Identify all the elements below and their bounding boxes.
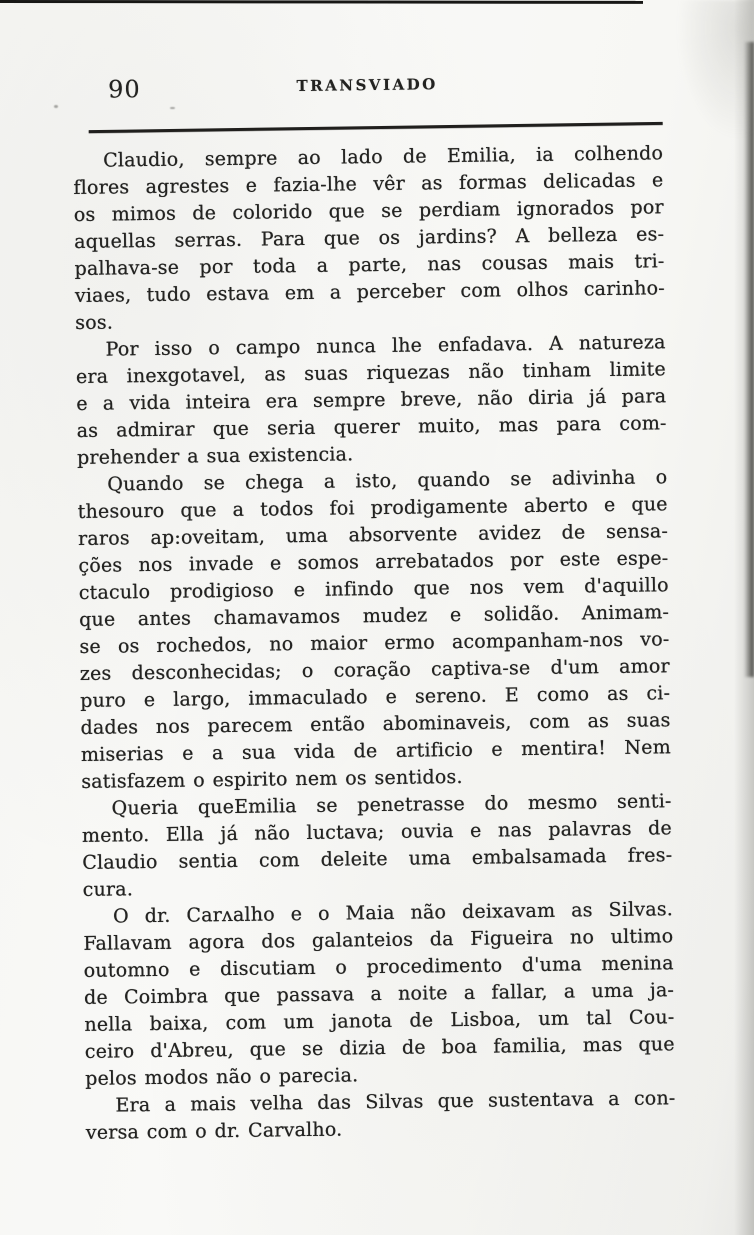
text-line: miserias e a sua vida de artificio e mentira! Nem bbox=[80, 735, 671, 766]
text-line: dades nos parecem então abominaveis, com as suas bbox=[80, 708, 671, 739]
header-rule bbox=[89, 122, 663, 133]
text-line: outomno e discutiam o procedimento d'uma menina bbox=[83, 951, 674, 982]
text-line: Queria queEmilia se penetrasse do mesmo senti- bbox=[111, 789, 672, 820]
text-line: Fallavam agora dos galanteios da Figueira no ultimo bbox=[83, 924, 674, 955]
page-number: 90 bbox=[107, 75, 141, 104]
text-line: Era a mais velha das Silvas que sustentava a con- bbox=[115, 1086, 676, 1117]
page-header bbox=[72, 68, 662, 106]
paragraph bbox=[73, 140, 665, 337]
page-content bbox=[72, 68, 676, 1146]
scan-corner-mottle bbox=[676, 0, 754, 140]
text-line: viaes, tudo estava em a perceber com olhos carinho- bbox=[74, 276, 665, 307]
text-line: cura. bbox=[82, 877, 134, 901]
scan-speck bbox=[54, 105, 58, 108]
running-title: TRANSVIADO bbox=[296, 75, 438, 96]
text-line: satisfazem o espirito nem os sentidos. bbox=[81, 765, 463, 793]
text-line: prehender a sua existencia. bbox=[76, 442, 354, 469]
paragraph bbox=[81, 788, 672, 904]
text-block bbox=[73, 140, 676, 1147]
text-line: e a vida inteira era sempre breve, não diria já para bbox=[76, 384, 667, 415]
text-line: Por isso o campo nunca lhe enfadava. A natureza bbox=[105, 330, 666, 361]
text-line: O dr. Carʌalho e o Maia não deixavam as Silvas. bbox=[112, 897, 674, 928]
text-line: mento. Ella já não luctava; ouvia e nas palavras de bbox=[81, 816, 673, 847]
text-line: ceiro d'Abreu, que se dizia de boa familia, mas que bbox=[84, 1032, 675, 1063]
paragraph bbox=[83, 896, 675, 1093]
text-line: Claudio, sempre ao lado de Emilia, ia colhendo bbox=[102, 141, 664, 172]
text-line: nella baixa, com um janota de Lisboa, um tal Cou- bbox=[84, 1005, 675, 1036]
text-line: versa com o dr. Carvalho. bbox=[85, 1118, 343, 1144]
paragraph bbox=[77, 464, 671, 796]
text-line: os mimos de colorido que se perdiam ignorados por bbox=[73, 195, 664, 226]
text-line: pelos modos não o parecia. bbox=[84, 1063, 359, 1090]
text-line: puro e largo, immaculado e sereno. E como as ci- bbox=[80, 681, 671, 712]
text-line: raros ap:oveitam, uma absorvente avidez de sensa- bbox=[77, 519, 669, 550]
text-line: thesouro que a todos foi prodigamente aberto e que bbox=[77, 492, 668, 523]
text-line: que antes chamavamos mudez e solidão. Animam- bbox=[78, 600, 670, 631]
text-line: ções nos invade e somos arrebatados por este espe- bbox=[78, 546, 669, 577]
text-line: as admirar que seria querer muito, mas para com- bbox=[76, 411, 667, 442]
paragraph bbox=[75, 329, 667, 472]
scan-top-edge-artifact bbox=[0, 0, 643, 4]
text-line: era inexgotavel, as suas riquezas não tinham limite bbox=[75, 357, 667, 388]
text-line: zes desconhecidas; o coração captiva-se d'um amor bbox=[79, 654, 670, 685]
text-line: Quando se chega a isto, quando se adivinha o bbox=[107, 465, 668, 496]
text-line: flores agrestes e fazia-lhe vêr as formas delicadas e bbox=[73, 168, 664, 199]
text-line: palhava-se por toda a parte, nas cousas mais tri- bbox=[74, 249, 665, 280]
text-line: aquellas serras. Para que os jardins? A belleza es- bbox=[74, 222, 665, 253]
text-line: ctaculo prodigioso e infindo que nos vem d'aquillo bbox=[78, 573, 669, 604]
text-line: Claudio sentia com deleite uma embalsamada fres- bbox=[82, 843, 673, 874]
paragraph bbox=[85, 1085, 676, 1147]
text-line: de Coimbra que passava a noite a fallar, a uma ja- bbox=[83, 978, 675, 1009]
text-line: sos. bbox=[75, 310, 114, 334]
text-line: se os rochedos, no maior ermo acompanham-nos vo- bbox=[79, 627, 670, 658]
